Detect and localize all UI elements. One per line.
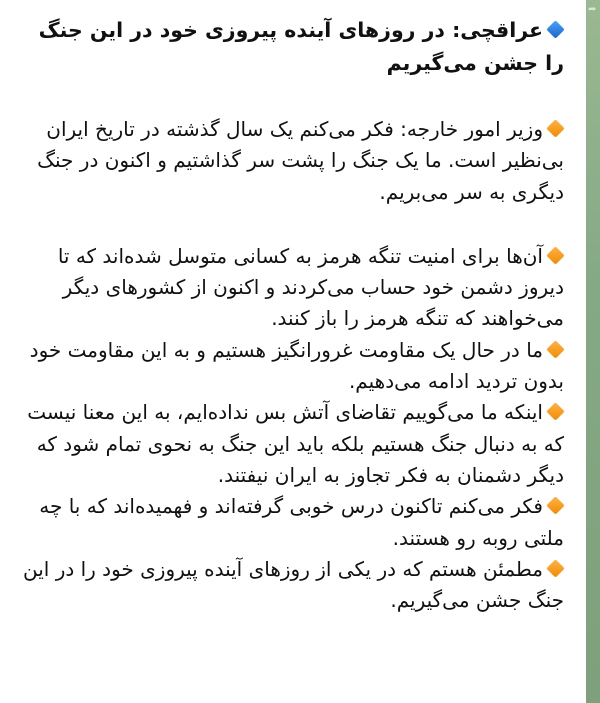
paragraph-text: مطمئن هستم که در یکی از روزهای آینده پیروزی خود را در این جنگ جشن می‌گیریم. <box>22 556 564 613</box>
message-paragraph <box>18 554 564 617</box>
message-paragraph <box>18 335 564 398</box>
message-paragraph <box>18 241 564 335</box>
paragraph-gap <box>18 80 564 114</box>
paragraph-gap <box>18 208 564 241</box>
headline-text: عراقچی: در روزهای آینده پیروزی خود در این جنگ را جشن می‌گیریم <box>38 18 564 75</box>
orange-diamond-icon <box>546 119 564 137</box>
paragraph-text: اینکه ما می‌گوییم تقاضای آتش بس نداده‌ایم، به این معنا نیست که به دنبال جنگ هستیم بلکه باید این جنگ به نحوی تمام شود که دیگر دشمنان به فکر تجاوز به ایران نیفتند. <box>27 400 564 487</box>
orange-diamond-icon <box>546 559 564 577</box>
orange-diamond-icon <box>546 403 564 421</box>
blue-diamond-icon <box>546 20 564 38</box>
paragraph-text: ما در حال یک مقاومت غرورانگیز هستیم و به این مقاومت خود بدون تردید ادامه می‌دهیم. <box>29 337 564 394</box>
message-paragraph <box>18 491 564 554</box>
paragraph-text: فکر می‌کنم تاکنون درس خوبی گرفته‌اند و فهمیده‌اند که با چه ملتی روبه رو هستند. <box>39 494 564 550</box>
paragraph-text: وزیر امور خارجه: فکر می‌کنم یک سال گذشته در تاریخ ایران بی‌نظیر است. ما یک جنگ را پشت سر گذاشتیم و اکنون در جنگ دیگری به سر می‌بریم. <box>37 117 564 204</box>
forward-icon[interactable]: ➦ <box>588 4 597 15</box>
orange-diamond-icon <box>546 497 564 515</box>
orange-diamond-icon <box>546 340 564 358</box>
message-headline <box>18 14 564 80</box>
paragraph-text: آن‌ها برای امنیت تنگه هرمز به کسانی متوسل شده‌اند که تا دیروز دشمن خود حساب می‌کردند و اکنون از کشورهای دیگر می‌خواهند که تنگه هرمز را باز کنند. <box>57 243 564 331</box>
message-paragraph <box>18 397 564 491</box>
orange-diamond-icon <box>546 246 564 264</box>
message-paragraph <box>18 114 564 208</box>
chat-background-edge <box>586 0 600 703</box>
